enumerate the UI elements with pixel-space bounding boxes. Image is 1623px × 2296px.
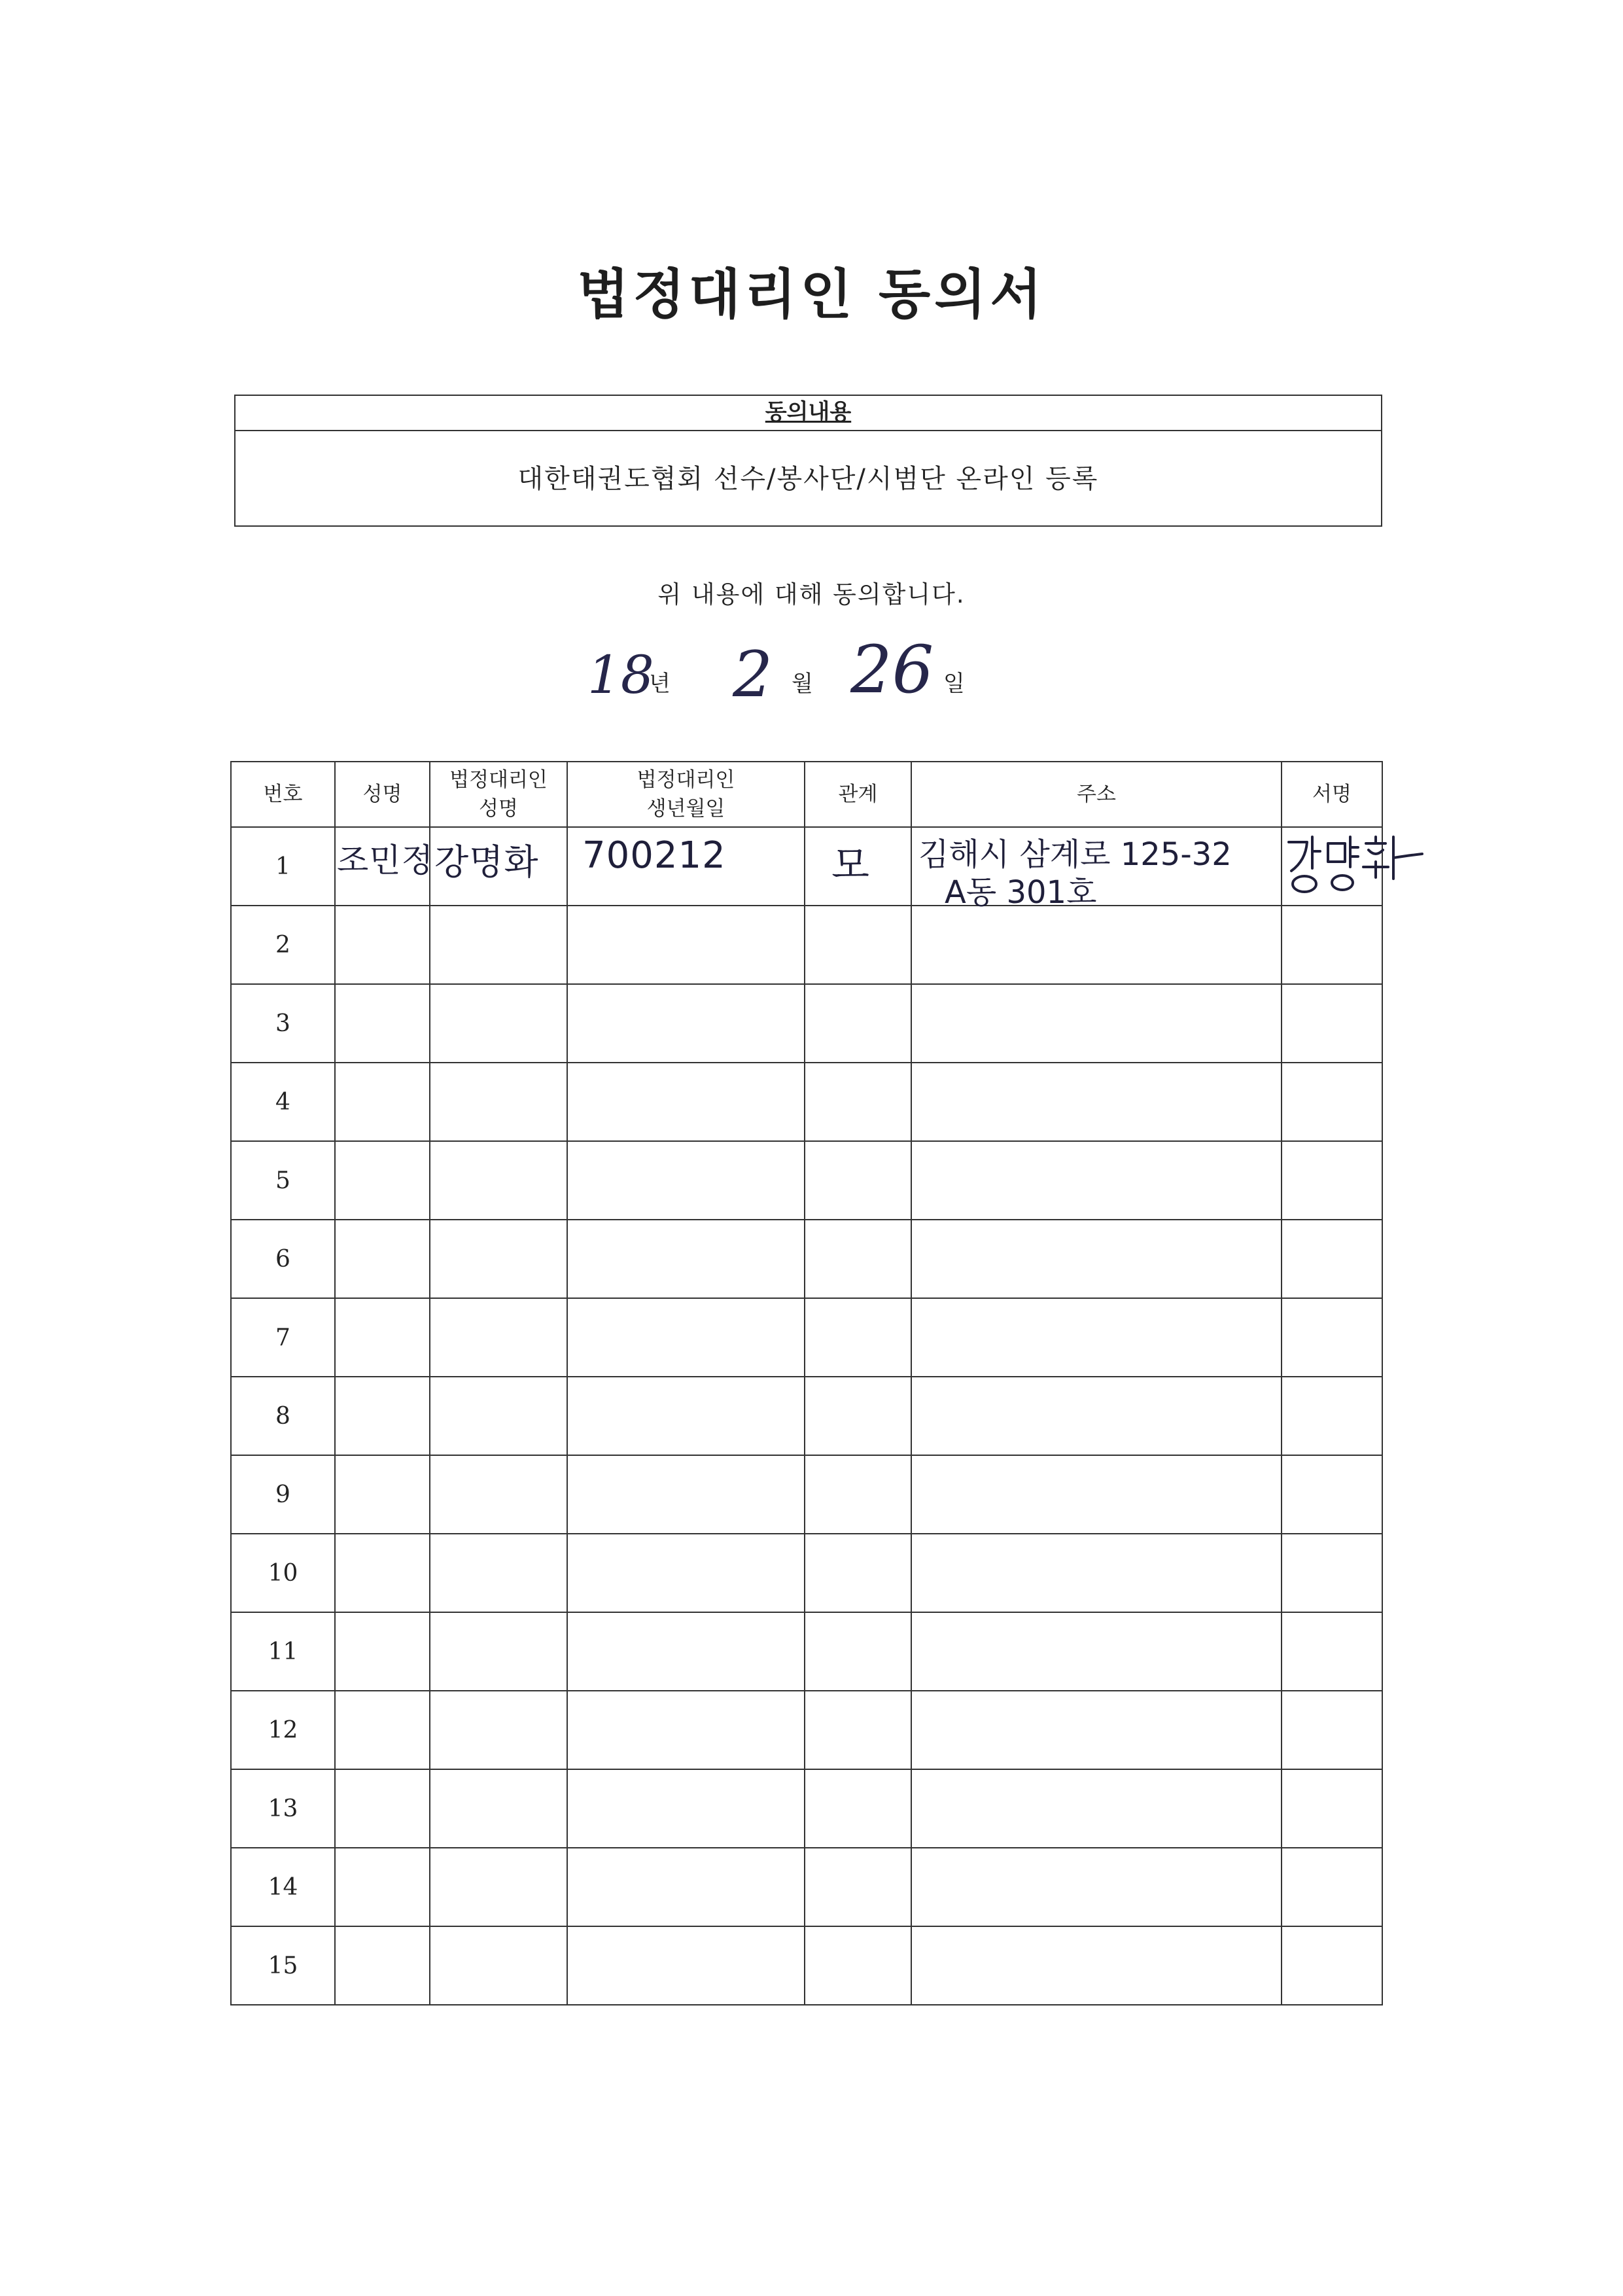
cell-empty <box>911 1455 1282 1534</box>
cell-address <box>911 827 1282 911</box>
cell-empty <box>335 1848 430 1926</box>
cell-empty <box>805 1691 911 1769</box>
header-number: 번호 <box>231 762 335 827</box>
cell-empty <box>1282 1141 1382 1220</box>
table-row <box>231 1769 1382 1848</box>
table-row <box>231 1612 1382 1691</box>
cell-empty <box>430 1298 567 1377</box>
cell-empty <box>567 1220 805 1298</box>
cell-empty <box>567 1063 805 1141</box>
row-number: 2 <box>231 906 335 984</box>
cell-empty <box>1282 1220 1382 1298</box>
cell-empty <box>1282 984 1382 1063</box>
date-month: 2 <box>733 638 773 711</box>
cell-empty <box>1282 1612 1382 1691</box>
row-number: 9 <box>231 1455 335 1534</box>
document-title: 법정대리인 동의서 <box>577 264 1046 326</box>
header-name: 성명 <box>335 762 430 827</box>
cell-empty <box>805 1063 911 1141</box>
cell-empty <box>430 1220 567 1298</box>
row-number: 6 <box>231 1220 335 1298</box>
cell-empty <box>911 1298 1282 1377</box>
cell-empty <box>911 1691 1282 1769</box>
cell-empty <box>430 1141 567 1220</box>
cell-empty <box>1282 1848 1382 1926</box>
cell-name <box>335 827 434 906</box>
table-row <box>231 1220 1382 1298</box>
cell-empty <box>430 1769 567 1848</box>
cell-empty <box>911 1534 1282 1612</box>
date-year: 18 <box>587 645 654 705</box>
row-number: 12 <box>231 1691 335 1769</box>
cell-empty <box>335 1691 430 1769</box>
row-number: 11 <box>231 1612 335 1691</box>
cell-empty <box>1282 1455 1382 1534</box>
cell-empty <box>567 1612 805 1691</box>
cell-empty <box>805 1848 911 1926</box>
table-header-row <box>231 762 1382 827</box>
cell-empty <box>1282 1063 1382 1141</box>
cell-empty <box>430 1848 567 1926</box>
row-number: 1 <box>231 827 335 906</box>
address-line2-handwritten: A동 301호 <box>945 874 1097 911</box>
cell-empty <box>911 1848 1282 1926</box>
cell-empty <box>335 1141 430 1220</box>
cell-empty <box>911 1063 1282 1141</box>
cell-empty <box>805 984 911 1063</box>
cell-empty <box>430 1691 567 1769</box>
table-row <box>231 1926 1382 2005</box>
guardian-birth-handwritten: 700212 <box>582 834 726 877</box>
consent-box <box>234 395 1382 527</box>
signature-mark <box>1282 828 1426 905</box>
cell-empty <box>335 1769 430 1848</box>
header-guardian-birth <box>567 762 805 827</box>
cell-empty <box>911 1926 1282 2005</box>
registration-table <box>230 761 1383 2005</box>
row-number: 5 <box>231 1141 335 1220</box>
cell-empty <box>335 1926 430 2005</box>
row-number: 8 <box>231 1377 335 1455</box>
cell-empty <box>430 1612 567 1691</box>
guardian-name-handwritten: 강명화 <box>434 841 539 883</box>
cell-empty <box>1282 1926 1382 2005</box>
cell-empty <box>567 1455 805 1534</box>
row-number: 10 <box>231 1534 335 1612</box>
cell-empty <box>567 1141 805 1220</box>
date-line <box>576 631 1099 716</box>
table-row <box>231 984 1382 1063</box>
cell-empty <box>805 1220 911 1298</box>
cell-empty <box>567 1298 805 1377</box>
cell-empty <box>805 1377 911 1455</box>
cell-empty <box>1282 1534 1382 1612</box>
cell-empty <box>911 1220 1282 1298</box>
table-row <box>231 1534 1382 1612</box>
header-guardian-name-line1: 법정대리인 <box>449 768 548 792</box>
cell-empty <box>430 1377 567 1455</box>
cell-empty <box>805 1534 911 1612</box>
address-line1-handwritten: 김해시 삼계로 125-32 <box>918 836 1232 873</box>
cell-empty <box>430 1534 567 1612</box>
cell-empty <box>430 1455 567 1534</box>
cell-empty <box>805 906 911 984</box>
cell-empty <box>567 1691 805 1769</box>
cell-empty <box>805 1455 911 1534</box>
consent-header-label: 동의내용 <box>765 399 852 425</box>
cell-empty <box>805 1926 911 2005</box>
cell-empty <box>805 1612 911 1691</box>
cell-guardian-birth <box>567 827 805 906</box>
cell-empty <box>335 1455 430 1534</box>
cell-relation <box>805 827 911 906</box>
cell-empty <box>335 984 430 1063</box>
name-handwritten: 조민정 <box>337 841 434 879</box>
row-number: 7 <box>231 1298 335 1377</box>
relation-handwritten: 모 <box>831 843 870 889</box>
table-row <box>231 1691 1382 1769</box>
table-row <box>231 827 1382 906</box>
cell-empty <box>335 1612 430 1691</box>
cell-empty <box>335 1377 430 1455</box>
table-row <box>231 1377 1382 1455</box>
table-row <box>231 1848 1382 1926</box>
header-guardian-birth-line1: 법정대리인 <box>637 768 735 792</box>
consent-header <box>236 396 1381 431</box>
cell-empty <box>1282 906 1382 984</box>
row-number: 4 <box>231 1063 335 1141</box>
row-number: 13 <box>231 1769 335 1848</box>
cell-empty <box>335 1220 430 1298</box>
header-guardian-name <box>430 762 567 827</box>
cell-empty <box>567 1848 805 1926</box>
cell-empty <box>1282 1691 1382 1769</box>
agreement-text: 위 내용에 대해 동의합니다. <box>657 580 966 609</box>
table-row <box>231 906 1382 984</box>
cell-signature <box>1282 827 1382 906</box>
cell-empty <box>335 1063 430 1141</box>
date-month-unit: 월 <box>792 671 813 697</box>
table-row <box>231 1063 1382 1141</box>
cell-empty <box>430 906 567 984</box>
header-address: 주소 <box>911 762 1282 827</box>
header-relation: 관계 <box>805 762 911 827</box>
date-day: 26 <box>850 631 934 708</box>
cell-empty <box>805 1298 911 1377</box>
table-row <box>231 1298 1382 1377</box>
table-row <box>231 1141 1382 1220</box>
consent-content: 대한태권도협회 선수/봉사단/시범단 온라인 등록 <box>517 464 1099 494</box>
row-number: 15 <box>231 1926 335 2005</box>
cell-empty <box>335 906 430 984</box>
cell-empty <box>805 1141 911 1220</box>
cell-empty <box>911 906 1282 984</box>
date-year-unit: 년 <box>649 671 671 697</box>
cell-guardian-name <box>430 827 567 906</box>
cell-empty <box>911 1612 1282 1691</box>
cell-empty <box>567 984 805 1063</box>
row-number: 3 <box>231 984 335 1063</box>
cell-empty <box>567 1534 805 1612</box>
cell-empty <box>430 984 567 1063</box>
table-row <box>231 1455 1382 1534</box>
cell-empty <box>805 1769 911 1848</box>
date-day-unit: 일 <box>943 671 965 697</box>
cell-empty <box>567 906 805 984</box>
cell-empty <box>911 1377 1282 1455</box>
header-guardian-name-line2: 성명 <box>479 797 518 821</box>
cell-empty <box>430 1926 567 2005</box>
header-signature: 서명 <box>1282 762 1382 827</box>
cell-empty <box>911 1769 1282 1848</box>
cell-empty <box>911 1141 1282 1220</box>
cell-empty <box>911 984 1282 1063</box>
cell-empty <box>1282 1769 1382 1848</box>
cell-empty <box>1282 1377 1382 1455</box>
row-number: 14 <box>231 1848 335 1926</box>
cell-empty <box>1282 1298 1382 1377</box>
cell-empty <box>430 1063 567 1141</box>
cell-empty <box>567 1926 805 2005</box>
cell-empty <box>335 1298 430 1377</box>
cell-empty <box>567 1769 805 1848</box>
cell-empty <box>567 1377 805 1455</box>
header-guardian-birth-line2: 생년월일 <box>646 797 725 821</box>
cell-empty <box>335 1534 430 1612</box>
